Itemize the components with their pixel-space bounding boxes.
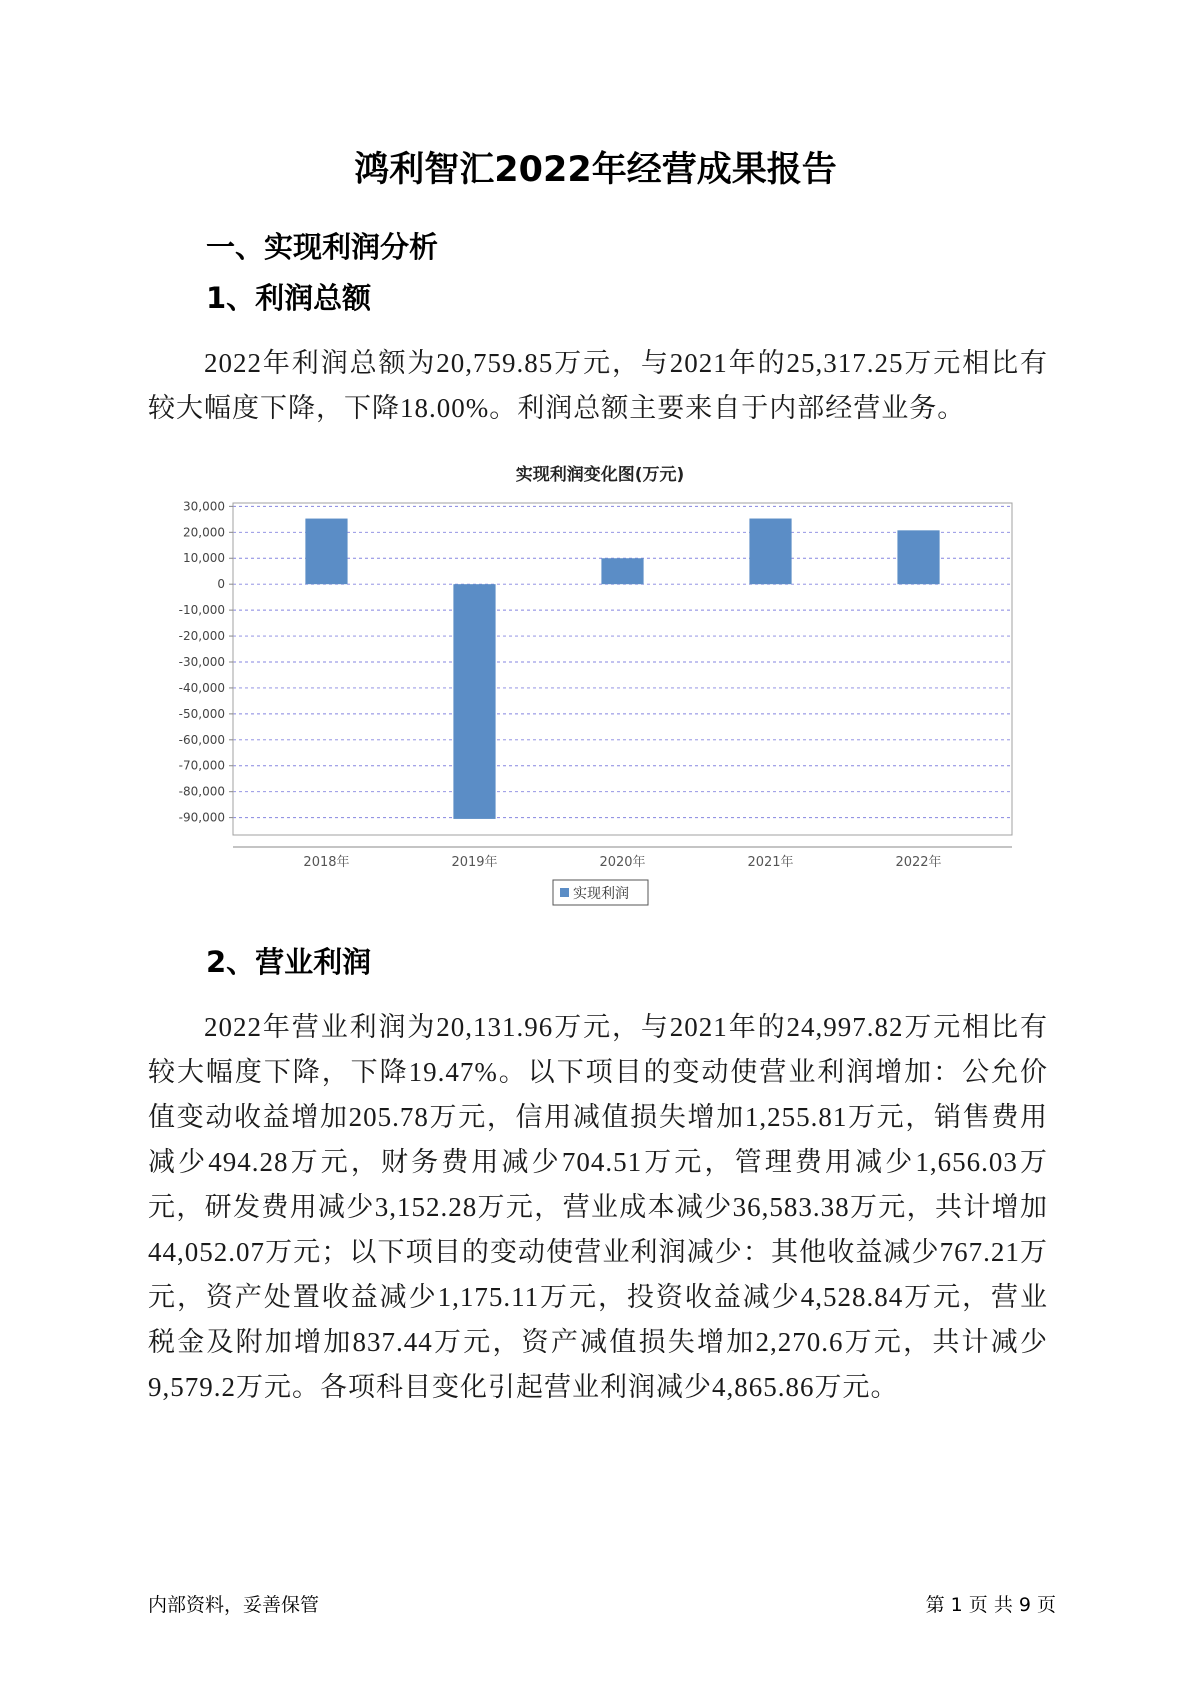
footer-confidentiality-note: 内部资料，妥善保管 [148, 1594, 320, 1616]
bar-2020 [601, 558, 643, 584]
legend-swatch [560, 888, 569, 897]
y-tick-label: 0 [217, 577, 225, 592]
section-heading-profit-analysis: 一、实现利润分析 [206, 230, 439, 264]
subsection-heading-operating-profit: 2、营业利润 [206, 945, 372, 979]
y-tick-label: 10,000 [183, 551, 225, 566]
bar-2018 [305, 519, 347, 585]
chart-canvas [150, 455, 1050, 915]
y-tick-label: -90,000 [178, 810, 225, 825]
y-tick-label: -40,000 [178, 680, 225, 695]
y-tick-label: -60,000 [178, 732, 225, 747]
report-title: 鸿利智汇2022年经营成果报告 [354, 150, 837, 190]
y-tick-label: 20,000 [183, 525, 225, 540]
paragraph-total-profit: 2022年利润总额为20,759.85万元，与2021年的25,317.25万元相比有较大幅度下降，下降18.00%。利润总额主要来自于内部经营业务。 [148, 348, 1048, 423]
x-tick-label-2021: 2021年 [747, 855, 794, 870]
bar-2022 [897, 530, 939, 584]
profit-change-chart [150, 455, 1050, 915]
y-tick-label: -30,000 [178, 654, 225, 669]
y-tick-label: 30,000 [183, 499, 225, 514]
x-tick-label-2018: 2018年 [303, 855, 350, 870]
footer-page-number: 第 1 页 共 9 页 [925, 1594, 1056, 1616]
bar-2019 [453, 584, 495, 819]
y-axis-ticks [179, 499, 233, 824]
chart-title: 实现利润变化图(万元) [515, 465, 685, 485]
y-tick-label: -70,000 [178, 758, 225, 773]
legend-label: 实现利润 [573, 886, 629, 902]
y-tick-label: -80,000 [178, 784, 225, 799]
x-tick-label-2020: 2020年 [599, 855, 646, 870]
plot-area [233, 503, 1012, 835]
y-tick-label: -10,000 [178, 603, 225, 618]
subsection-heading-total-profit: 1、利润总额 [206, 281, 372, 315]
y-tick-label: -20,000 [178, 629, 225, 644]
bar-2021 [749, 519, 791, 585]
chart-legend [553, 880, 648, 905]
x-tick-label-2022: 2022年 [895, 855, 942, 870]
x-axis-ticks [303, 854, 941, 870]
y-tick-label: -50,000 [178, 706, 225, 721]
paragraph-operating-profit: 2022年营业利润为20,131.96万元，与2021年的24,997.82万元相比有较大幅度下降，下降19.47%。以下项目的变动使营业利润增加：公允价值变动收益增加205.78万元，信用减值损失增加1,255.81万元，销售费用减少494.28万元，财务费用减少704.51万元，管理费用减少1,656.03万元，研发费用减少3,152.28万元，营业成本减少36,583.38万元，共计增加44,052.07万元；以下项目的变动使营业利润减少：其他收益减少767.21万元，资产处置收益减少1,175.11万元，投资收益减少4,528.84万元，营业税金及附加增加837.44万元，资产减值损失增加2,270.6万元，共计减少9,579.2万元。各项科目变化引起营业利润减少4,865.86万元。 [148, 1012, 1048, 1402]
x-tick-label-2019: 2019年 [451, 855, 498, 870]
